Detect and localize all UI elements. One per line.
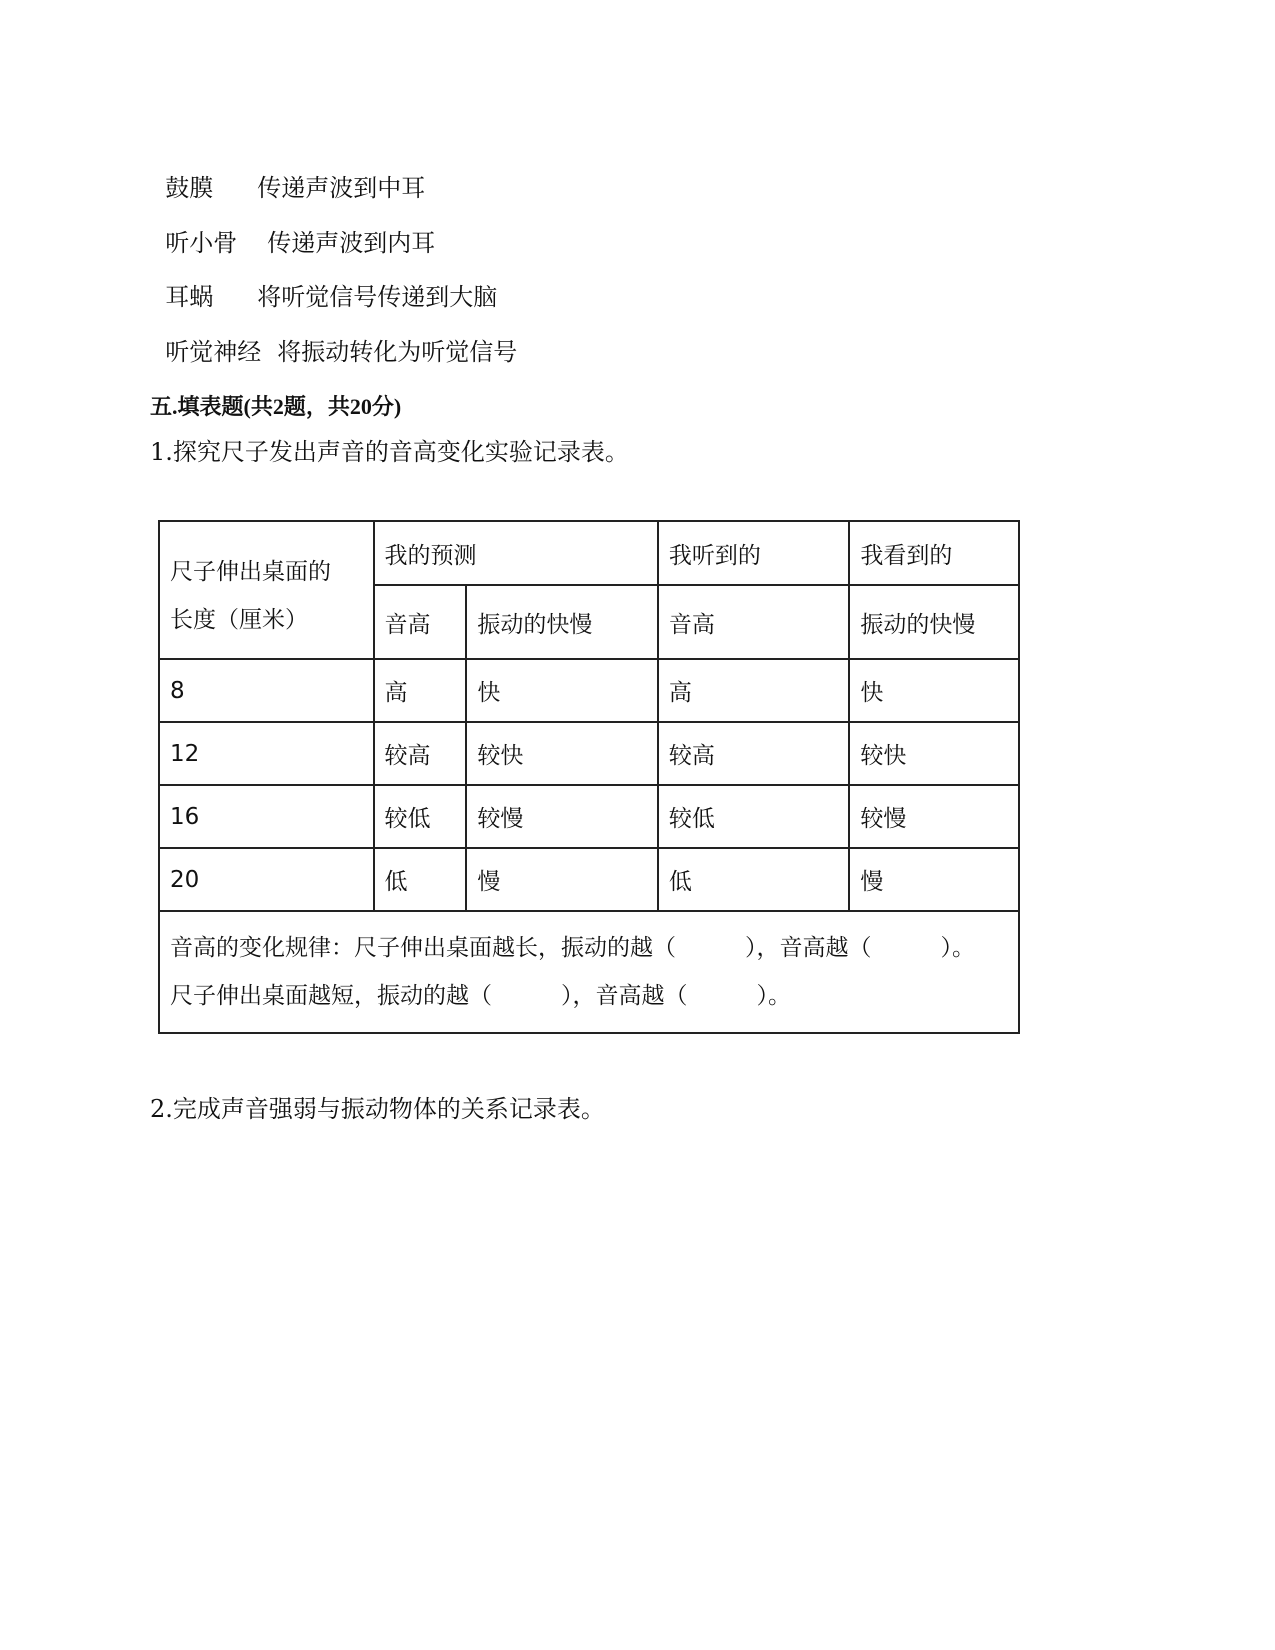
matching-term: 听觉神经 xyxy=(165,338,262,366)
predict-speed-cell: 慢 xyxy=(466,848,658,911)
predict-speed-cell: 快 xyxy=(466,659,658,722)
heard-pitch-cell: 较高 xyxy=(658,722,850,785)
matching-term: 听小骨 xyxy=(165,229,238,257)
heard-pitch-cell: 较低 xyxy=(658,785,850,848)
heard-pitch-header: 音高 xyxy=(658,585,850,659)
matching-term: 耳蜗 xyxy=(165,283,214,311)
seen-speed-cell: 慢 xyxy=(849,848,1019,911)
table-header-row xyxy=(159,521,1019,585)
predict-pitch-cell: 较高 xyxy=(374,722,467,785)
matching-desc: 将振动转化为听觉信号 xyxy=(277,338,518,366)
question-1-text: 1.探究尺子发出声音的音高变化实验记录表。 xyxy=(150,438,629,466)
rule-row xyxy=(159,911,1019,1033)
length-cell: 12 xyxy=(159,722,374,785)
length-header-line1: 尺子伸出桌面的 xyxy=(170,559,331,585)
seen-speed-cell: 较慢 xyxy=(849,785,1019,848)
pitch-record-table xyxy=(158,520,1020,1034)
length-header-line2: 长度（厘米） xyxy=(170,607,308,633)
table-row xyxy=(159,848,1019,911)
matching-item-eardrum xyxy=(150,143,425,203)
matching-item-ossicles xyxy=(150,198,435,258)
seen-speed-header: 振动的快慢 xyxy=(849,585,1019,659)
rule-cell xyxy=(159,911,1019,1033)
predict-group-header: 我的预测 xyxy=(374,521,658,585)
length-header-cell xyxy=(159,521,374,659)
length-cell: 20 xyxy=(159,848,374,911)
length-cell: 16 xyxy=(159,785,374,848)
matching-desc: 传递声波到内耳 xyxy=(267,229,436,257)
heard-pitch-cell: 高 xyxy=(658,659,850,722)
predict-pitch-header: 音高 xyxy=(374,585,467,659)
predict-speed-cell: 较快 xyxy=(466,722,658,785)
matching-term: 鼓膜 xyxy=(165,174,214,202)
matching-item-auditory-nerve xyxy=(150,307,517,367)
rule-line-2: 尺子伸出桌面越短，振动的越（ ），音高越（ ）。 xyxy=(170,983,791,1009)
seen-group-header: 我看到的 xyxy=(849,521,1019,585)
heard-group-header: 我听到的 xyxy=(658,521,850,585)
predict-speed-header: 振动的快慢 xyxy=(466,585,658,659)
table-row xyxy=(159,659,1019,722)
table-row xyxy=(159,785,1019,848)
predict-pitch-cell: 高 xyxy=(374,659,467,722)
section-title: 五.填表题(共2题，共20分) xyxy=(150,394,402,419)
predict-speed-cell: 较慢 xyxy=(466,785,658,848)
matching-item-cochlea xyxy=(150,252,497,312)
seen-speed-cell: 较快 xyxy=(849,722,1019,785)
predict-pitch-cell: 较低 xyxy=(374,785,467,848)
matching-desc: 将听觉信号传递到大脑 xyxy=(257,283,498,311)
heard-pitch-cell: 低 xyxy=(658,848,850,911)
question-2-text: 2.完成声音强弱与振动物体的关系记录表。 xyxy=(150,1095,605,1123)
rule-line-1: 音高的变化规律：尺子伸出桌面越长，振动的越（ ），音高越（ ）。 xyxy=(170,935,975,961)
seen-speed-cell: 快 xyxy=(849,659,1019,722)
predict-pitch-cell: 低 xyxy=(374,848,467,911)
matching-desc: 传递声波到中耳 xyxy=(257,174,426,202)
table-row xyxy=(159,722,1019,785)
length-cell: 8 xyxy=(159,659,374,722)
